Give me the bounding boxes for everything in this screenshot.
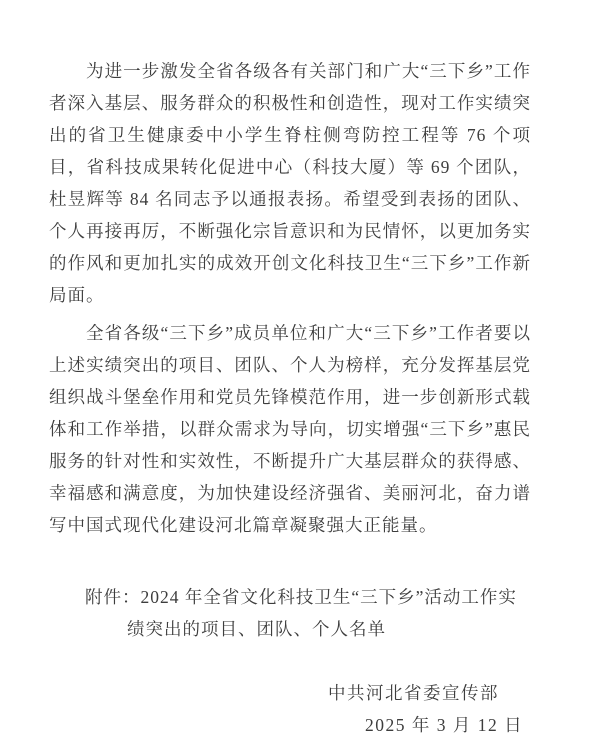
body-paragraph-1: 为进一步激发全省各级各有关部门和广大“三下乡”工作者深入基层、服务群众的积极性和创造性，现对工作实绩突出的省卫生健康委中小学生脊柱侧弯防控工程等 76 个项目，省科技成果转化促进中心（科技大厦）等 69 个团队，杜昱辉等 84 名同志予以通报表扬。希望受到表扬的团队、个人再接再厉，不断强化宗旨意识和为民情怀，以更加务实的作风和更加扎实的成效开创文化科技卫生“三下乡”工作新局面。: [49, 61, 531, 305]
document-content: [49, 55, 531, 741]
body-paragraph-2: 全省各级“三下乡”成员单位和广大“三下乡”工作者要以上述实绩突出的项目、团队、个人为榜样，充分发挥基层党组织战斗堡垒作用和党员先锋模范作用，进一步创新形式载体和工作举措，以群众需求为导向，切实增强“三下乡”惠民服务的针对性和实效性，不断提升广大基层群众的获得感、幸福感和满意度，为加快建设经济强省、美丽河北，奋力谱写中国式现代化建设河北篇章凝聚强大正能量。: [49, 323, 531, 535]
attachment-note: 附件：2024 年全省文化科技卫生“三下乡”活动工作实绩突出的项目、团队、个人名单: [85, 587, 517, 639]
signature-organization: 中共河北省委宣传部: [328, 683, 499, 703]
signature-date: 2025 年 3 月 12 日: [365, 715, 524, 735]
signature-block: [49, 677, 531, 741]
